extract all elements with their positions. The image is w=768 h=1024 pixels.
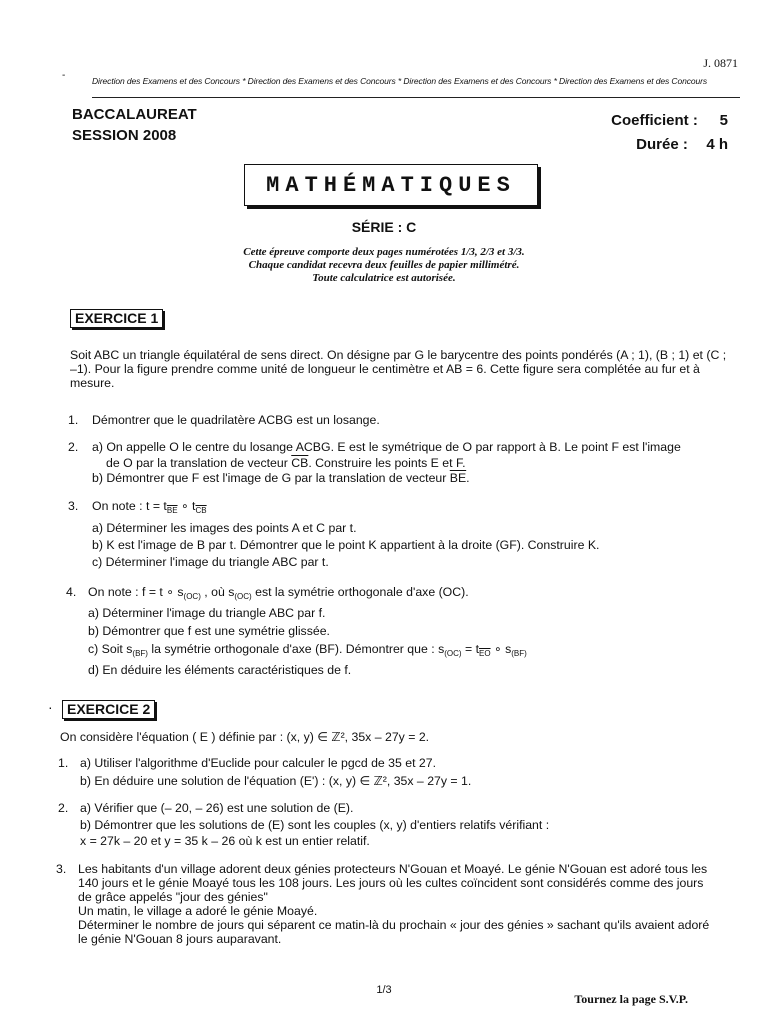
question-4-definition: On note : f = t ∘ $s_{(OC)}$ , où $s_{(OC)}$ est la symétrie orthogonale d'axe (OC). [88,585,469,601]
duration-row [611,133,728,157]
question-2a-line-1: a) On appelle O le centre du losange ACBG. E est le symétrique de O par rapport à B. Le point F est l'image [92,440,681,454]
ex2-question-3-context: Un matin, le village a adoré le génie Moayé. [78,904,318,918]
ex2-question-2a: a) Vérifier que (– 20, – 26) est une solution de (E). [80,801,354,815]
ex2-question-3 [78,862,718,946]
instruction-line: Chaque candidat recevra deux feuilles de papier millimétré. [248,259,520,271]
question-number: 3. [56,862,67,876]
margin-dot: · [48,699,53,715]
question-number: 1. [68,413,79,427]
vector-cb: $\overline{CB}$ [291,456,309,470]
exercise-1-title: EXERCICE 1 [70,309,163,328]
question-number: 3. [68,499,79,513]
exam-meta [611,109,728,157]
duration-label: Durée : [636,136,688,153]
question-number: 1. [58,756,69,770]
question-4b: b) Démontrer que f est une symétrie glissée. [88,624,330,638]
issuer-banner: Direction des Examens et des Concours * Direction des Examens et des Concours * Direction des Examens et des Concours * Direction des Examens et des Concours [92,76,708,86]
subject-title: MATHÉMATIQUES [244,164,538,206]
serie-label: SÉRIE : C [351,219,417,235]
ex2-question-3-task: Déterminer le nombre de jours qui séparent ce matin-là du prochain « jour des génies » sachant qu'ils avaient adoré le génie N'Gouan 8 jours auparavant. [78,918,710,946]
question-1: Démontrer que le quadrilatère ACBG est un losange. [92,413,380,427]
ex2-question-2b-line-1: b) Démontrer que les solutions de (E) sont les couples (x, y) d'entiers relatifs vérifiant : [80,818,550,832]
coefficient-label: Coefficient : [611,112,698,129]
header-rule [92,97,740,98]
exercise-2-intro: On considère l'équation ( E ) définie par : (x, y) ∈ ℤ², 35x – 27y = 2. [60,730,430,744]
question-number: 2. [68,440,79,454]
instruction-line: Toute calculatrice est autorisée. [312,272,456,284]
duration-value: 4 h [706,136,728,153]
ex2-question-2b-line-2: x = 27k – 20 et y = 35 k – 26 où k est un entier relatif. [80,834,370,848]
question-4d: d) En déduire les éléments caractéristiques de f. [88,663,352,677]
question-2b: b) Démontrer que F est l'image de G par la translation de vecteur $\overline{BE}$. [92,471,470,485]
document-reference: J. 0871 [703,56,738,70]
page-number: 1/3 [376,984,392,996]
exam-session: SESSION 2008 [72,127,177,144]
coefficient-row [611,109,728,133]
coefficient-value: 5 [719,112,728,129]
exercise-1-intro: Soit ABC un triangle équilatéral de sens direct. On désigne par G le barycentre des points pondérés (A ; 1), (B ; 1) et (C ; –1). Pour la figure prendre comme unité de longueur le centimètre et AB = 6. Cette figure sera complétée au fur et à mesure. [70,348,727,390]
question-3b: b) K est l'image de B par t. Démontrer que le point K appartient à la droite (GF). Construire K. [92,538,600,552]
ex2-question-1b: b) En déduire une solution de l'équation (E') : (x, y) ∈ ℤ², 35x – 27y = 1. [80,774,472,788]
question-number: 4. [66,585,77,599]
instruction-line: Cette épreuve comporte deux pages numérotées 1/3, 2/3 et 3/3. [243,246,525,258]
question-3c: c) Déterminer l'image du triangle ABC par t. [92,555,329,569]
exam-info [72,104,197,146]
exercise-2-title: EXERCICE 2 [62,700,155,719]
question-number: 2. [58,801,69,815]
margin-mark: - [62,70,66,81]
ex2-question-3-statement: Les habitants d'un village adorent deux génies protecteurs N'Gouan et Moayé. Le génie N'Gouan est adoré tous les 140 jours et le génie Moayé tous les 108 jours. Les jours où les cultes coïncident sont considérés comme des jours de grâce appelés "jour des génies" [78,862,708,904]
vector-be: $\overline{BE}$ [449,471,467,485]
question-4c: c) Soit $s_{(BF)}$ la symétrie orthogonale d'axe (BF). Démontrer que : $s_{(OC)} = t_{\overline{EO}}$ ∘ $s_{(BF)}$ [88,642,527,658]
exam-name: BACCALAUREAT [72,106,197,123]
turn-page-note: Tournez la page S.V.P. [574,992,688,1006]
question-4a: a) Déterminer l'image du triangle ABC par f. [88,606,326,620]
question-3-definition: On note : $t = t_{\overline{BE}}$ ∘ $t_{\overline{CB}}$ [92,499,207,515]
question-3a: a) Déterminer les images des points A et C par t. [92,521,357,535]
instructions [0,246,768,285]
ex2-question-1a: a) Utiliser l'algorithme d'Euclide pour calculer le pgcd de 35 et 27. [80,756,437,770]
question-2a-line-2: de O par la translation de vecteur $\overline{CB}$. Construire les points E et F. [106,456,466,470]
